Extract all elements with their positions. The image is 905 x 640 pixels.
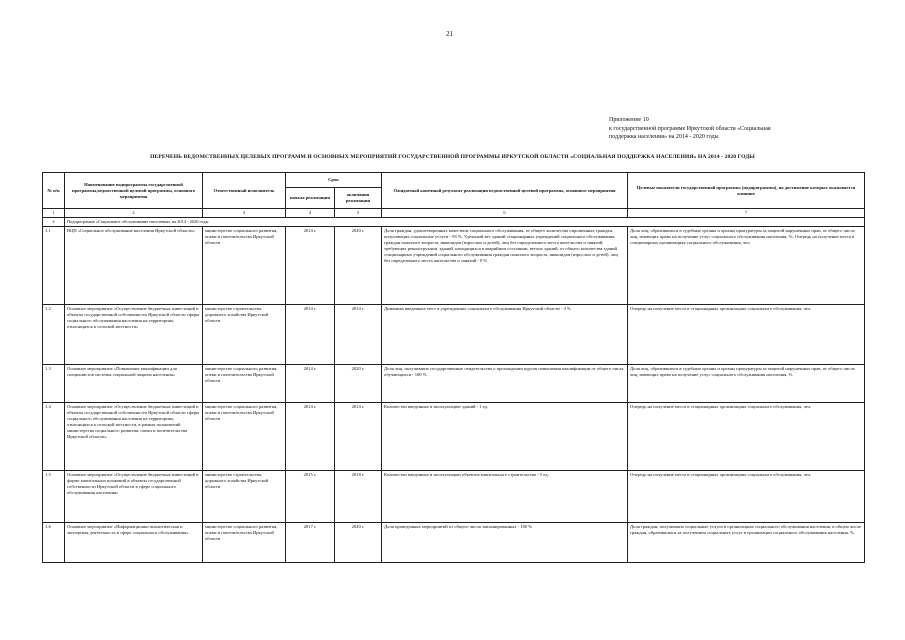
row-indicators: Доля лиц, обратившихся в судебные органы и органы прокуратуры за защитой нарушенных прав, от общего числа лиц, имеющих право на получение услуг социального обслуживания населения, %; Очередь на получение места в стационарных организациях социального обслуживания, чел. [628, 227, 865, 305]
header-name: Наименование подпрограммы государственной программы,ведомственной целевой программы, основного мероприятия [65, 173, 203, 209]
appendix-line-3: поддержка населения» на 2014 - 2020 годы [609, 134, 719, 140]
row-num: 1.5 [43, 471, 65, 523]
row-indicators: Очередь на получение места в стационарных организациях социального обслуживания, чел. [628, 403, 865, 471]
row-responsible: министерство строительства, дорожного хозяйства Иркутской области [203, 471, 286, 523]
row-result: Количество введенных в эксплуатацию объектов капитального строительства - 5 ед. [382, 471, 628, 523]
row-name: Основное мероприятие «Осуществление бюджетных инвестиций в объекты государственной собственности Иркутской области сферы социального обслуживания населения на территориях, относящихся к сельской местности» [65, 305, 203, 365]
col-number: 3 [203, 209, 286, 218]
col-number: 1 [43, 209, 65, 218]
row-start: 2014 г. [286, 365, 335, 403]
header-term: Срок [286, 173, 382, 188]
row-indicators: Доля граждан, получивших социальные услуги в организациях социального обслуживания населения, в общем числе граждан, обратившихся за получением социальных услуг в организации социального обслуживания населения, %. [628, 523, 865, 563]
row-indicators: Очередь на получение места в стационарных организациях социального обслуживания, чел. [628, 471, 865, 523]
row-name: ВЦП «Социальное обслуживание населения Иркутской области» [65, 227, 203, 305]
col-number: 4 [286, 209, 335, 218]
header-num: № п/п [43, 173, 65, 209]
appendix-note [609, 116, 849, 142]
row-num: 1.3 [43, 365, 65, 403]
row-result: Доля граждан, удовлетворенных качеством социального обслуживания, от общего количества опрошенных граждан, получающих социальные услуги - 93 %. Удельный вес зданий стационарных учреждений социального обслуживания граждан пожилого возраста, инвалидов (взрослых и детей), лиц без определенного места жительства и занятий, требующих реконструкции, зданий, находящихся в аварийном состоянии, ветхих зданий, от общего количества зданий стационарных учреждений социального обслуживания граждан пожилого возраста, инвалидов (взрослых и детей), лиц без определенного места жительства и занятий - 0 % [382, 227, 628, 305]
row-responsible: министерство социального развития, опеки и попечительства Иркутской области [203, 227, 286, 305]
header-indicators: Целевые показатели государственной программы (подпрограммы), на достижение которых оказывается влияние [628, 173, 865, 209]
header-start: начала реализации [286, 188, 335, 209]
row-indicators: Очередь на получение места в стационарных организациях социального обслуживания, чел. [628, 305, 865, 365]
row-num: 1.6 [43, 523, 65, 563]
table-row [43, 403, 865, 471]
row-end: 2014 г. [335, 403, 382, 471]
table-row [43, 227, 865, 305]
col-number: 5 [335, 209, 382, 218]
row-start: 2014 г. [286, 227, 335, 305]
row-result: Динамика введенных мест в учреждениях социального обслуживания Иркутской области - 3 % [382, 305, 628, 365]
header-end: окончания реализации [335, 188, 382, 209]
row-responsible: министерство социального развития, опеки и попечительства Иркутской области [203, 523, 286, 563]
row-end: 2020 г. [335, 523, 382, 563]
row-responsible: министерство социального развития, опеки и попечительства Иркутской области [203, 403, 286, 471]
row-start: 2014 г. [286, 403, 335, 471]
row-end: 2020 г. [335, 365, 382, 403]
row-result: Доля лиц, получивших государственные свидетельства о прохождении курсов повышения квалификации от общего числа обучающихся - 100 % [382, 365, 628, 403]
row-end: 2018 г. [335, 471, 382, 523]
row-end: 2020 г. [335, 227, 382, 305]
row-start: 2015 г. [286, 471, 335, 523]
subprogram-num: 2 [43, 218, 65, 227]
row-name: Основное мероприятие «Повышение квалификации для специалистов системы социальной защиты населения» [65, 365, 203, 403]
table-row [43, 471, 865, 523]
appendix-line-1: Приложение 10 [609, 117, 649, 123]
col-number: 7 [628, 209, 865, 218]
table-row [43, 523, 865, 563]
appendix-line-2: к государственной программе Иркутской области «Социальная [609, 125, 771, 132]
row-indicators: Доля лиц, обратившихся в судебные органы и органы прокуратуры за защитой нарушенных прав, от общего числа лиц, имеющих право на получение услуг социального обслуживания населения, % [628, 365, 865, 403]
row-end: 2014 г. [335, 305, 382, 365]
col-number: 6 [382, 209, 628, 218]
row-name: Основное мероприятие «Осуществление бюджетных инвестиций в форме капитальных вложений в объекты государственной собственности Иркутской области в сфере социального обслуживания населения» [65, 471, 203, 523]
row-num: 1.2 [43, 305, 65, 365]
row-responsible: министерство строительства, дорожного хозяйства Иркутской области [203, 305, 286, 365]
row-name: Основное мероприятие «Осуществление бюджетных инвестиций в объекты государственной собственности Иркутской области сферы социального обслуживания населения на территориях, относящихся к сельской местности, в рамках полномочий министерства социального развития, опеки и попечительства Иркутской области» [65, 403, 203, 471]
programs-table [42, 172, 865, 563]
page-number: 21 [446, 30, 453, 38]
row-start: 2017 г. [286, 523, 335, 563]
header-responsible: Ответственный исполнитель [203, 173, 286, 209]
subprogram-title: Подпрограмма «Социальное обслуживание населения» на 2014 - 2020 годы [65, 218, 865, 227]
col-number: 2 [65, 209, 203, 218]
table-row [43, 365, 865, 403]
header-result: Ожидаемый конечный результат реализации ведомственной целевой программы, основного мероприятия [382, 173, 628, 209]
document-title: ПЕРЕЧЕНЬ ВЕДОМСТВЕННЫХ ЦЕЛЕВЫХ ПРОГРАММ И ОСНОВНЫХ МЕРОПРИЯТИЙ ГОСУДАРСТВЕННОЙ ПРОГРАММЫ ИРКУТСКОЙ ОБЛАСТИ «СОЦИАЛЬНАЯ ПОДДЕРЖКА НАСЕЛЕНИЯ» НА 2014 - 2020 ГОДЫ [150, 154, 755, 160]
row-result: Доля проведенных мероприятий от общего числа запланированных - 100 % [382, 523, 628, 563]
row-name: Основное мероприятие «Информационно-аналитическая и экспертная деятельность в сфере социального обслуживания» [65, 523, 203, 563]
subprogram-row [43, 218, 865, 227]
row-num: 1.1 [43, 227, 65, 305]
row-num: 1.4 [43, 403, 65, 471]
row-result: Количество введенных в эксплуатацию зданий - 1 ед. [382, 403, 628, 471]
table-row [43, 305, 865, 365]
row-start: 2014 г. [286, 305, 335, 365]
column-numbers-row [43, 209, 865, 218]
row-responsible: министерство социального развития, опеки и попечительства Иркутской области [203, 365, 286, 403]
